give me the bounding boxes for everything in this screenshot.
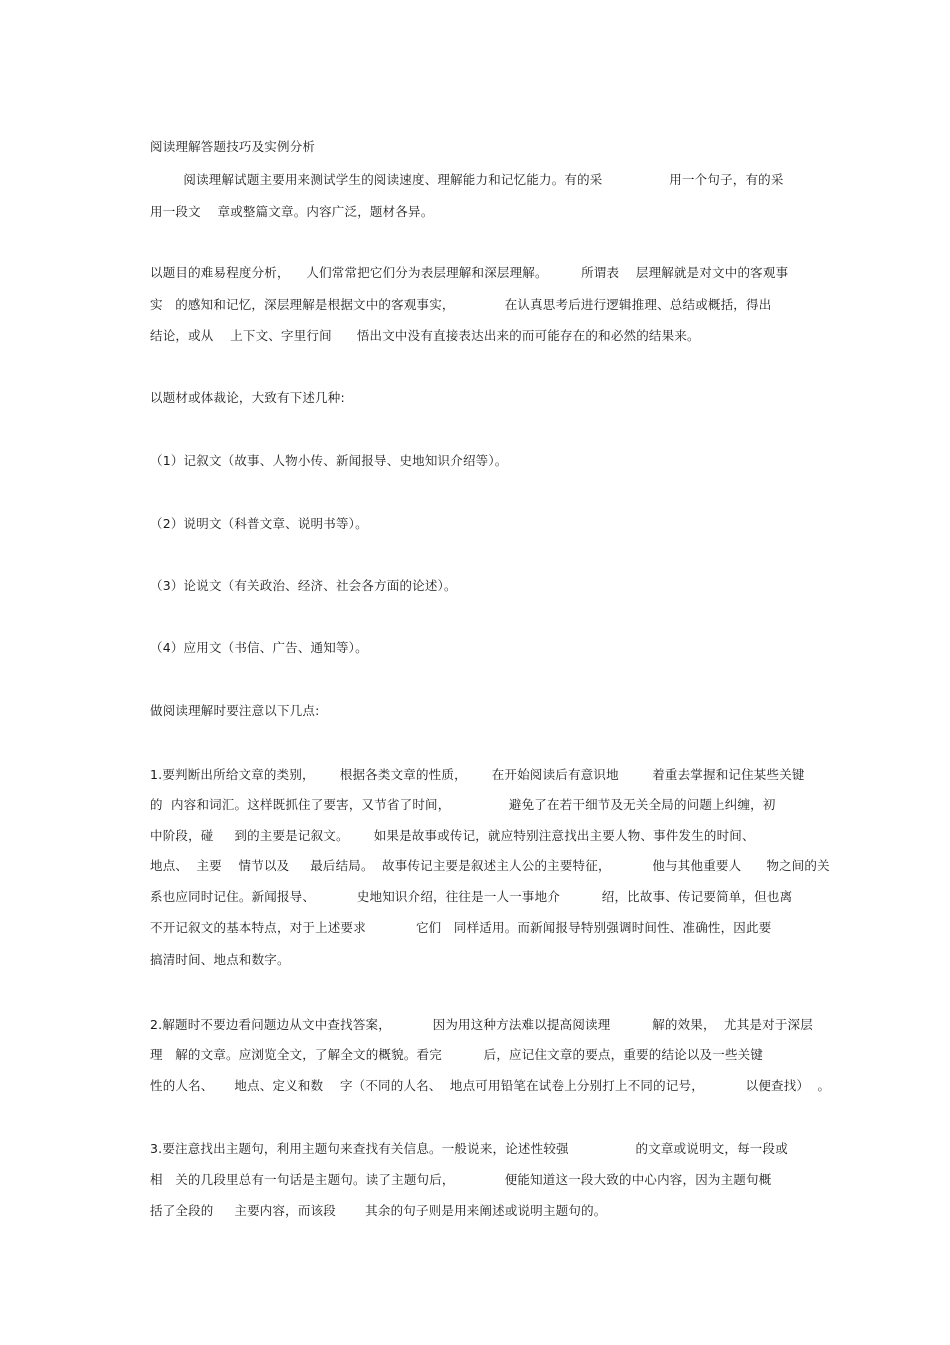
- paragraph-line: 做阅读理解时要注意以下几点:: [150, 703, 320, 718]
- paragraph-line: 相 关的几段里总有一句话是主题句。读了主题句后， 便能知道这一段大致的中心内容，因为主题句概: [150, 1172, 772, 1187]
- paragraph-line: 的 内容和词汇。这样既抓住了要害，又节省了时间， 避免了在若干细节及无关全局的问题上纠缠，初: [150, 797, 776, 812]
- list-item: （4）应用文（书信、广告、通知等）。: [150, 640, 368, 655]
- paragraph-line: 以题目的难易程度分析， 人们常常把它们分为表层理解和深层理解。 所谓表 层理解就是对文中的客观事: [150, 265, 789, 280]
- paragraph-line: 实 的感知和记忆，深层理解是根据文中的客观事实， 在认真思考后进行逻辑推理、总结或概括，得出: [150, 297, 772, 312]
- paragraph-line: 搞清时间、地点和数字。: [150, 952, 290, 967]
- paragraph-line: 用一段文 章或整篇文章。内容广泛，题材各异。: [150, 204, 434, 219]
- paragraph-line: 结论，或从 上下文、字里行间 悟出文中没有直接表达出来的而可能存在的和必然的结果来。: [150, 328, 700, 343]
- list-item: （1）记叙文（故事、人物小传、新闻报导、史地知识介绍等）。: [150, 453, 508, 468]
- paragraph-line: 系也应同时记住。新闻报导、 史地知识介绍，往往是一人一事地介 绍，比故事、传记要简单，但也离: [150, 889, 793, 904]
- paragraph-line: 括了全段的 主要内容，而该段 其余的句子则是用来阐述或说明主题句的。: [150, 1203, 607, 1218]
- paragraph-line: 3.要注意找出主题句，利用主题句来查找有关信息。一般说来，论述性较强 的文章或说明文，每一段或: [150, 1141, 788, 1156]
- list-item: （3）论说文（有关政治、经济、社会各方面的论述）。: [150, 578, 457, 593]
- paragraph-line: 1.要判断出所给文章的类别， 根据各类文章的性质， 在开始阅读后有意识地 着重去掌握和记住某些关键: [150, 767, 805, 782]
- paragraph-line: 性的人名、 地点、定义和数 字（不同的人名、 地点可用铅笔在试卷上分别打上不同的记号， 以便查找） 。: [150, 1078, 831, 1093]
- paragraph-line: 以题材或体裁论，大致有下述几种:: [150, 390, 345, 405]
- paragraph-line: 理 解的文章。应浏览全文，了解全文的概貌。看完 后，应记住文章的要点，重要的结论以及一些关键: [150, 1047, 764, 1062]
- paragraph-line: 中阶段，碰 到的主要是记叙文。 如果是故事或传记，就应特别注意找出主要人物、事件发生的时间、: [150, 828, 755, 843]
- paragraph-line: 不开记叙文的基本特点，对于上述要求 它们 同样适用。而新闻报导特别强调时间性、准确性，因此要: [150, 920, 772, 935]
- paragraph-line: 地点、 主要 情节以及 最后结局。 故事传记主要是叙述主人公的主要特征， 他与其他重要人 物之间的关: [150, 858, 830, 873]
- paragraph-line: 2.解题时不要边看问题边从文中查找答案， 因为用这种方法难以提高阅读理 解的效果， 尤其是对于深层: [150, 1017, 813, 1032]
- paragraph-line: 阅读理解试题主要用来测试学生的阅读速度、理解能力和记忆能力。有的采 用一个句子，有的采: [150, 172, 784, 187]
- document-title: 阅读理解答题技巧及实例分析: [150, 139, 316, 154]
- list-item: （2）说明文（科普文章、说明书等）。: [150, 516, 368, 531]
